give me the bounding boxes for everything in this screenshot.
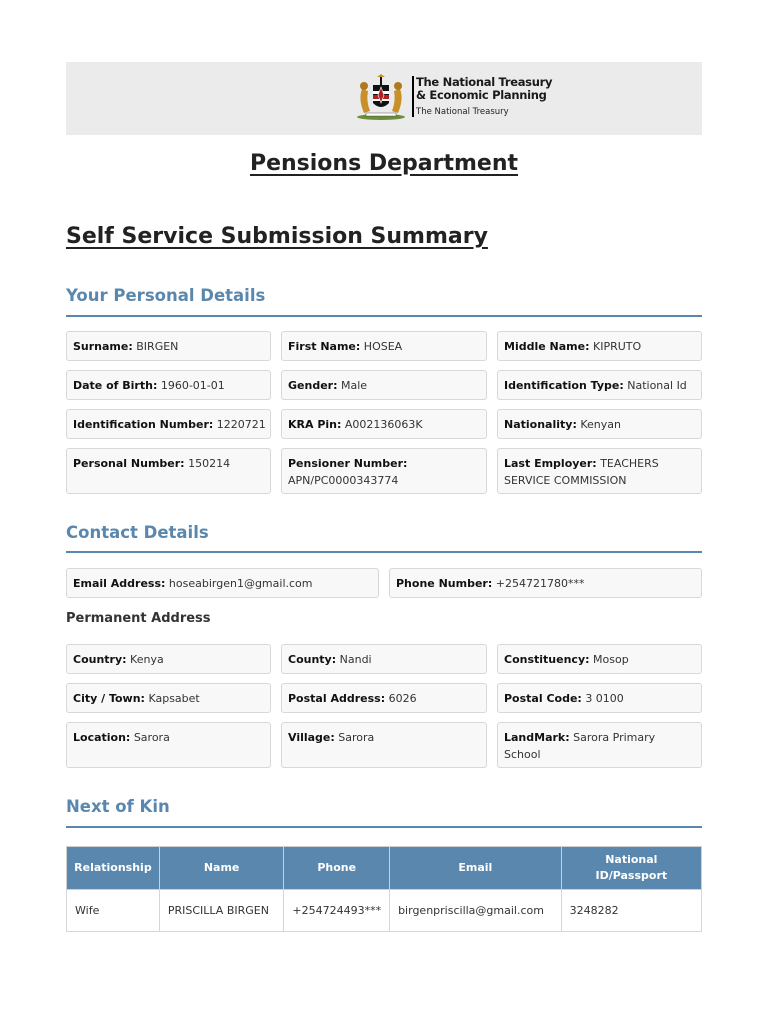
field-landmark: LandMark: Sarora Primary School	[497, 722, 702, 768]
field-first-name: First Name: HOSEA	[281, 331, 487, 361]
field-county: County: Nandi	[281, 644, 487, 674]
header-banner	[66, 62, 702, 135]
next-of-kin-table	[66, 846, 702, 932]
field-date-of-birth: Date of Birth: 1960-01-01	[66, 370, 271, 400]
field-postal-code: Postal Code: 3 0100	[497, 683, 702, 713]
section-divider	[66, 551, 702, 553]
field-postal-address: Postal Address: 6026	[281, 683, 487, 713]
personal-details-heading: Your Personal Details	[66, 286, 266, 305]
cell-email: birgenpriscilla@gmail.com	[390, 890, 562, 932]
logo-title-line1: The National Treasury	[416, 75, 553, 89]
logo-text-block	[412, 76, 552, 117]
section-divider	[66, 826, 702, 828]
field-phone-number: Phone Number: +254721780***	[389, 568, 702, 598]
column-header-relationship: Relationship	[67, 847, 160, 890]
permanent-address-heading: Permanent Address	[66, 611, 211, 626]
column-header-name: Name	[159, 847, 283, 890]
field-last-employer: Last Employer: TEACHERS SERVICE COMMISSION	[497, 448, 702, 494]
treasury-logo	[354, 71, 552, 126]
cell-phone: +254724493***	[284, 890, 390, 932]
column-header-national-id: National ID/Passport	[561, 847, 701, 890]
field-middle-name: Middle Name: KIPRUTO	[497, 331, 702, 361]
field-kra-pin: KRA Pin: A002136063K	[281, 409, 487, 439]
field-surname: Surname: BIRGEN	[66, 331, 271, 361]
department-title: Pensions Department	[249, 151, 519, 176]
logo-title-line2: & Economic Planning	[416, 88, 547, 102]
section-divider	[66, 315, 702, 317]
kenya-coat-of-arms-icon	[354, 71, 408, 123]
cell-relationship: Wife	[67, 890, 160, 932]
field-constituency: Constituency: Mosop	[497, 644, 702, 674]
table-row	[67, 890, 702, 932]
field-email-address: Email Address: hoseabirgen1@gmail.com	[66, 568, 379, 598]
field-city-town: City / Town: Kapsabet	[66, 683, 271, 713]
logo-subtitle: The National Treasury	[416, 107, 509, 117]
field-location: Location: Sarora	[66, 722, 271, 768]
field-country: Country: Kenya	[66, 644, 271, 674]
summary-title: Self Service Submission Summary	[66, 224, 488, 249]
column-header-phone: Phone	[284, 847, 390, 890]
field-gender: Gender: Male	[281, 370, 487, 400]
cell-name: PRISCILLA BIRGEN	[159, 890, 283, 932]
field-identification-type: Identification Type: National Id	[497, 370, 702, 400]
table-header-row	[67, 847, 702, 890]
cell-national-id: 3248282	[561, 890, 701, 932]
column-header-email: Email	[390, 847, 562, 890]
contact-details-heading: Contact Details	[66, 523, 209, 542]
field-identification-number: Identification Number: 1220721	[66, 409, 271, 439]
field-village: Village: Sarora	[281, 722, 487, 768]
field-personal-number: Personal Number: 150214	[66, 448, 271, 494]
next-of-kin-heading: Next of Kin	[66, 797, 170, 816]
field-pensioner-number: Pensioner Number: APN/PC0000343774	[281, 448, 487, 494]
field-nationality: Nationality: Kenyan	[497, 409, 702, 439]
